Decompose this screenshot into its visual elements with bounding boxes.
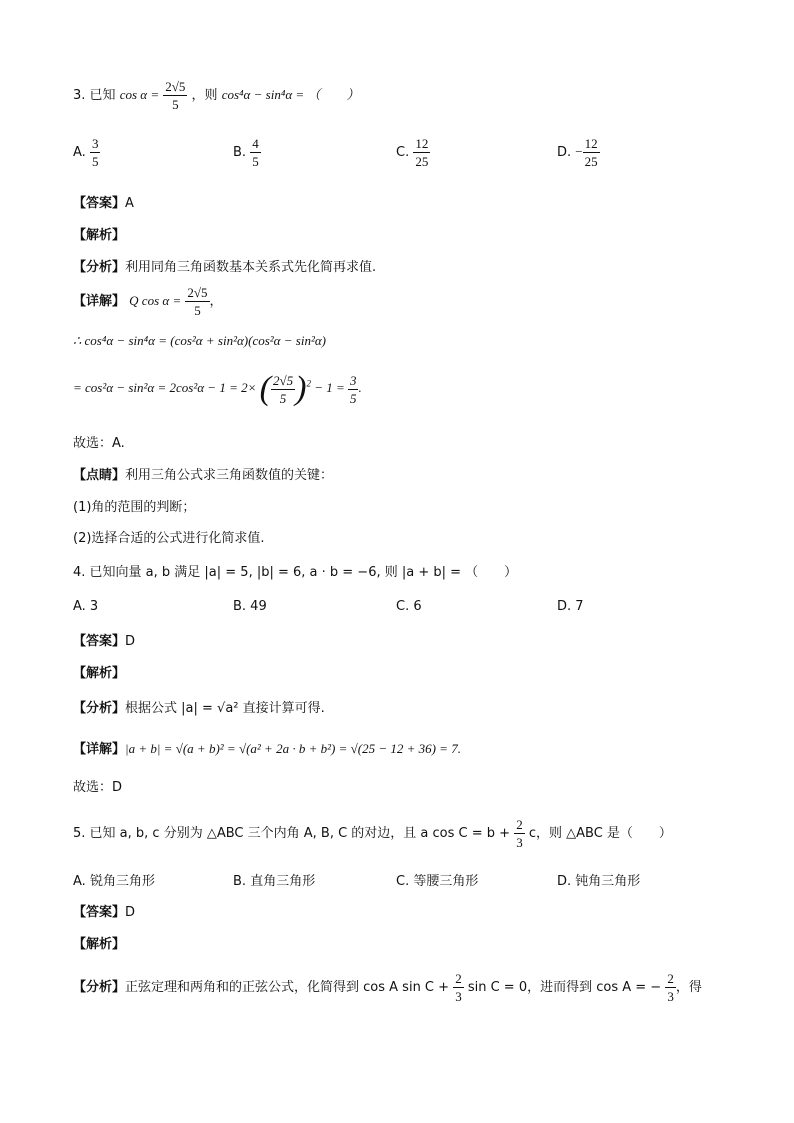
q3-dianjing: 【点睛】利用三角公式求三角函数值的关键： <box>73 468 334 483</box>
q3-option-b[interactable]: B. $\frac{4}{5}$ <box>233 136 259 169</box>
q5-option-d[interactable]: D. 钝角三角形 <box>557 874 641 889</box>
q4-stem: 4. 已知向量 a, b 满足 |a| = 5, |b| = 6, a · b = −6, 则 |a + b| = （ ） <box>73 565 518 580</box>
q3-xiangjie: 【详解】 Q cos α = $\frac{2√5}{5}$ ， <box>73 285 223 318</box>
q3-xuan: 故选：A. <box>73 436 125 451</box>
q3-step3: = cos²α − sin²α = 2cos²α − 1 = 2× ( $\frac{2√5}{5}$ )$^2$ − 1 = $\frac{3}{5}$ . <box>73 370 362 407</box>
q3-stem-mid: ，则 <box>191 88 218 103</box>
q4-option-a[interactable]: A. 3 <box>73 599 99 614</box>
q3-point2: (2)选择合适的公式进行化简求值. <box>73 531 265 546</box>
q4-xiangjie: 【详解】|a + b| = √(a + b)² = √(a² + 2a · b + b²) = √(25 − 12 + 36) = 7. <box>73 741 461 757</box>
q3-stem <box>73 78 359 113</box>
option-label: B. <box>233 145 247 160</box>
q3-answer: 【答案】A <box>73 196 134 211</box>
option-label: C. <box>396 145 410 160</box>
q4-jiexi: 【解析】 <box>73 666 126 681</box>
q4-fenxi: 【分析】根据公式 |a| = √a² 直接计算可得. <box>73 701 325 716</box>
q5-option-a[interactable]: A. 锐角三角形 <box>73 874 155 889</box>
q3-stem-fraction: $\frac{2√5}{5}$ <box>165 79 186 112</box>
q5-answer: 【答案】D <box>73 905 136 920</box>
q3-expression: cos⁴α − sin⁴α = （ ） <box>221 87 360 102</box>
q5-option-c[interactable]: C. 等腰三角形 <box>396 874 479 889</box>
q3-option-a[interactable]: A. $\frac{3}{5}$ <box>73 136 99 169</box>
q3-jiexi: 【解析】 <box>73 228 126 243</box>
q3-step2: ∴ cos⁴α − sin⁴α = (cos²α + sin²α)(cos²α − sin²α) <box>73 333 326 348</box>
q4-answer: 【答案】D <box>73 634 136 649</box>
q4-option-d[interactable]: D. 7 <box>557 599 584 614</box>
option-label: A. <box>73 145 86 160</box>
q5-jiexi: 【解析】 <box>73 937 126 952</box>
q4-option-b[interactable]: B. 49 <box>233 599 267 614</box>
q3-stem-prefix: 3. 已知 <box>73 88 116 103</box>
option-label: D. <box>557 145 572 160</box>
q4-xuan: 故选：D <box>73 780 123 795</box>
q5-option-b[interactable]: B. 直角三角形 <box>233 874 316 889</box>
q3-point1: (1)角的范围的判断； <box>73 500 196 515</box>
q3-option-d[interactable]: D. − $\frac{12}{25}$ <box>557 136 598 169</box>
q5-stem: 5. 已知 a, b, c 分别为 △ABC 三个内角 A, B, C 的对边，且 a cos C = b + $\frac{2}{3}$ c，则 △ABC 是（ ） <box>73 817 672 850</box>
q3-fenxi: 【分析】利用同角三角函数基本关系式先化简再求值. <box>73 260 377 275</box>
q5-fenxi: 【分析】正弦定理和两角和的正弦公式，化简得到 cos A sin C + $\frac{2}{3}$ sin C = 0，进而得到 cos A = − $\frac{2}{3}$ ，得 <box>73 971 702 1004</box>
q3-cos-alpha: cos α = <box>119 87 160 102</box>
q4-option-c[interactable]: C. 6 <box>396 599 422 614</box>
q3-option-c[interactable]: C. $\frac{12}{25}$ <box>396 136 429 169</box>
